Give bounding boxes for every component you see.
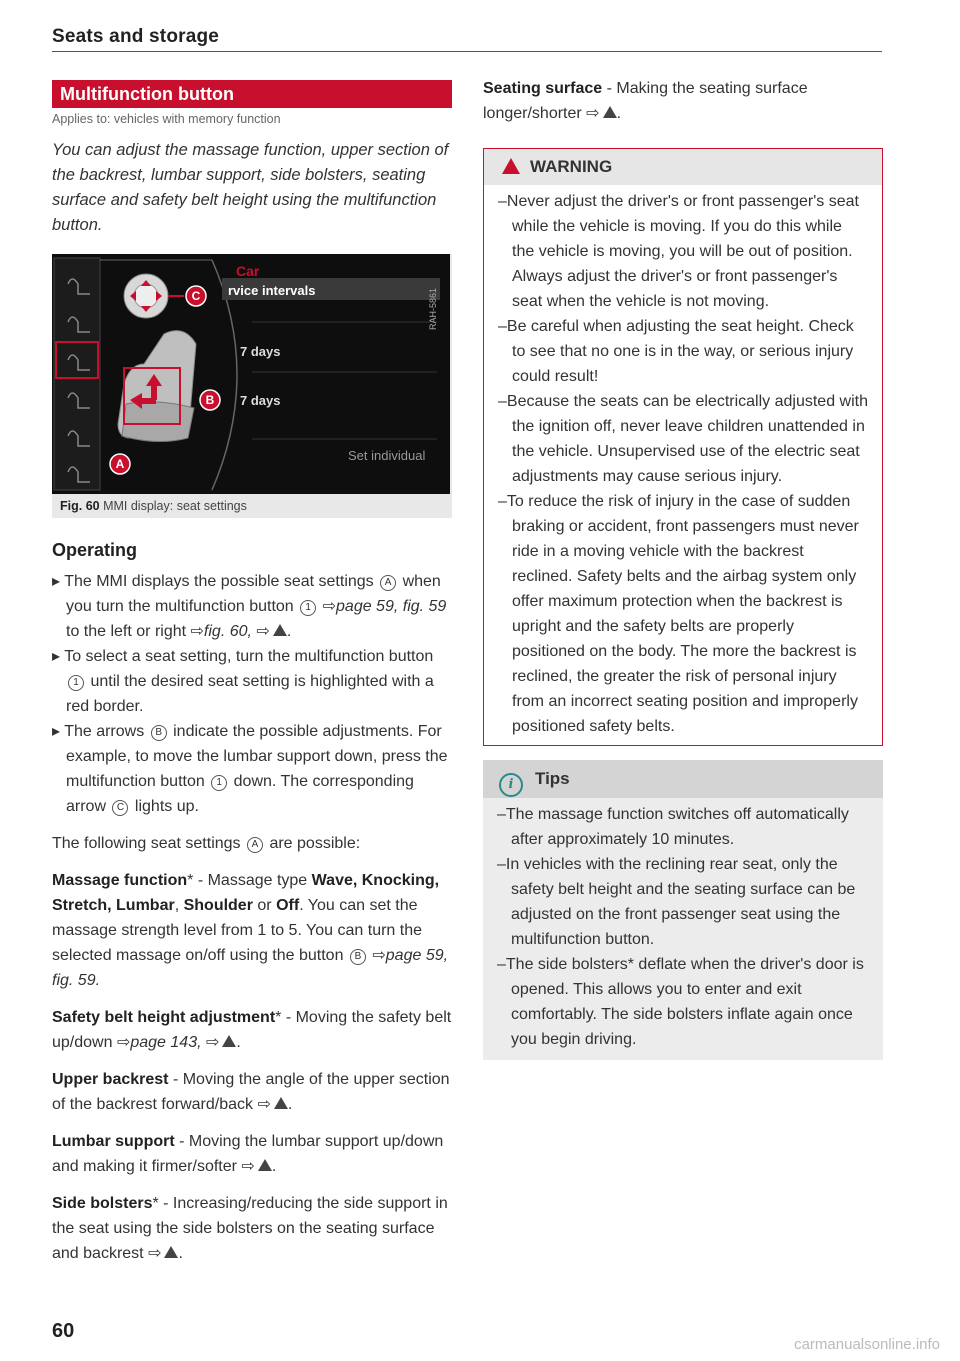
ref-a-icon: A [380,575,396,591]
operating-heading: Operating [52,540,138,560]
tips-box [483,760,883,1060]
figure-caption-text: MMI display: seat settings [103,499,247,513]
tips-header [483,760,883,798]
tips-body [483,798,883,1060]
arrow-ref-icon: ⇨ [116,1034,131,1051]
warning-item: – To reduce the risk of injury in the case of sudden braking or accident, front passengers must never ride in a moving vehicle with the backrest reclined. Safety belts and the airbag system only offer maximum protection when the backrest is upright and the safety belts are properly positioned on the body. The more the backrest is reclined, the greater the risk of personal injury from an incorrect seating position and improperly positioned safety belts. [498,489,868,739]
ref-b-icon: B [350,949,366,965]
warning-icon [603,106,617,118]
seating-surface-paragraph: Seating surface - Making the seating surface longer/shorter ⇨ . [483,80,808,122]
figure-caption [60,499,247,513]
tip-item: – In vehicles with the reclining rear seat, only the safety belt height and the seating surface can be adjusted on the front passenger seat using the multifunction button. [497,852,869,952]
arrow-ref-icon: ⇨ [322,598,337,615]
ref-b-icon: B [151,725,167,741]
warning-icon [222,1035,236,1047]
figure-label-c: C [191,289,201,303]
warning-triangle-icon [502,158,520,174]
lumbar-term: Lumbar support [52,1133,175,1150]
applies-to: Applies to: vehicles with memory function [52,112,281,126]
upper-term: Upper backrest [52,1071,169,1088]
ref-c-icon: C [112,800,128,816]
mmi-line-service: rvice intervals [228,283,316,298]
belt-height-paragraph: Safety belt height adjustment* - Moving the safety belt up/down ⇨page 143, ⇨ . [52,1009,452,1051]
tip-item: – The side bolsters* deflate when the driver's door is opened. This allows you to enter and exit comfortably. The side bolsters inflate again once you begin driving. [497,952,869,1052]
arrow-ref-icon: ⇨ [256,623,270,640]
arrow-ref-icon: ⇨ [257,1096,271,1113]
warning-title: WARNING [530,157,613,176]
warning-item: – Never adjust the driver's or front passenger's seat while the vehicle is moving. If you do this while the vehicle is moving, you will be out of position. Always adjust the driver's or front passenger's seat when the vehicle is not moving. [498,189,868,314]
xref-page-59-massage[interactable]: page 59, fig. 59. [52,947,449,989]
ref-1-icon: 1 [300,600,316,616]
following-settings: The following seat settings A are possible: [52,835,361,852]
figure-code: RAH-5861 [428,288,438,331]
massage-function-paragraph: Massage function* - Massage type Wave, Knocking, Stretch, Lumbar, Shoulder or Off. You can set the massage strength level from 1 to 5. You can turn the selected massage on/off using the button B ⇨page 59, fig. 59. [52,872,449,989]
operating-bullet-2: ▸ To select a seat setting, turn the multifunction button 1 until the desired seat setting is highlighted with a red border. [52,644,452,719]
section-title: Multifunction button [52,80,452,108]
warning-header [484,149,882,185]
warning-box [483,148,883,746]
arrow-ref-icon: ⇨ [586,105,600,122]
warning-icon [164,1246,178,1258]
warning-item: – Be careful when adjusting the seat height. Check to see that no one is in the way, or serious injury could result! [498,314,868,389]
xref-fig-60[interactable]: fig. 60, [203,623,252,640]
ref-a-icon: A [247,837,263,853]
right-column [483,76,883,1060]
left-column [52,80,452,1266]
figure-label-a: A [115,457,125,471]
intro-text: You can adjust the massage function, upper section of the backrest, lumbar support, side bolsters, seating surface and safety belt height using the multifunction button. [52,141,449,234]
figure-60 [52,254,452,518]
running-header: Seats and storage [52,26,220,47]
arrow-ref-icon: ⇨ [241,1158,255,1175]
xref-page-59[interactable]: page 59, fig. 59 [336,598,447,615]
tips-title: Tips [535,769,570,788]
operating-bullet-3: ▸ The arrows B indicate the possible adjustments. For example, to move the lumbar support down, press the multifunction button 1 down. The corresponding arrow C lights up. [52,719,452,819]
figure-caption-label: Fig. 60 [60,499,100,513]
mmi-line-days-1: 7 days [240,344,281,359]
arrow-ref-icon: ⇨ [148,1245,162,1262]
header-rule [52,51,882,52]
side-bolsters-paragraph: Side bolsters* - Increasing/reducing the side support in the seat using the side bolsters on the seating surface and backrest ⇨ . [52,1195,448,1262]
warning-item: – Because the seats can be electrically adjusted with the ignition off, never leave children unattended in the vehicle. Unsupervised use of the electric seat adjustments may cause serious injury. [498,389,868,489]
lumbar-paragraph: Lumbar support - Moving the lumbar support up/down and making it firmer/softer ⇨ . [52,1133,444,1175]
ref-1-icon: 1 [211,775,227,791]
mmi-screen [52,254,450,494]
mmi-menu-title: Car [236,263,260,279]
side-term: Side bolsters [52,1195,153,1212]
xref-page-143[interactable]: page 143, [130,1034,202,1051]
mmi-line-days-2: 7 days [240,393,281,408]
ref-1-icon: 1 [68,675,84,691]
arrow-ref-icon: ⇨ [190,623,204,640]
figure-label-b: B [205,393,215,407]
page-number: 60 [52,1320,75,1342]
warning-icon [273,624,287,636]
massage-term: Massage function [52,872,188,889]
arrow-ref-icon: ⇨ [372,947,386,964]
upper-backrest-paragraph: Upper backrest - Moving the angle of the upper section of the backrest forward/back ⇨ . [52,1071,450,1113]
operating-bullet-1: ▸ The MMI displays the possible seat settings A when you turn the multifunction button 1 ⇨page 59, fig. 59 to the left or right ⇨fig. 60, ⇨ . [52,569,452,644]
watermark: carmanualsonline.info [794,1336,940,1353]
tip-item: – The massage function switches off automatically after approximately 10 minutes. [497,802,869,852]
info-icon: i [499,773,523,797]
mmi-line-set-individual: Set individual [348,448,426,463]
warning-icon [258,1159,272,1171]
belt-term: Safety belt height adjustment [52,1009,276,1026]
warning-icon [274,1097,288,1109]
arrow-ref-icon: ⇨ [206,1034,220,1051]
seating-term: Seating surface [483,80,603,97]
warning-body [484,185,882,745]
